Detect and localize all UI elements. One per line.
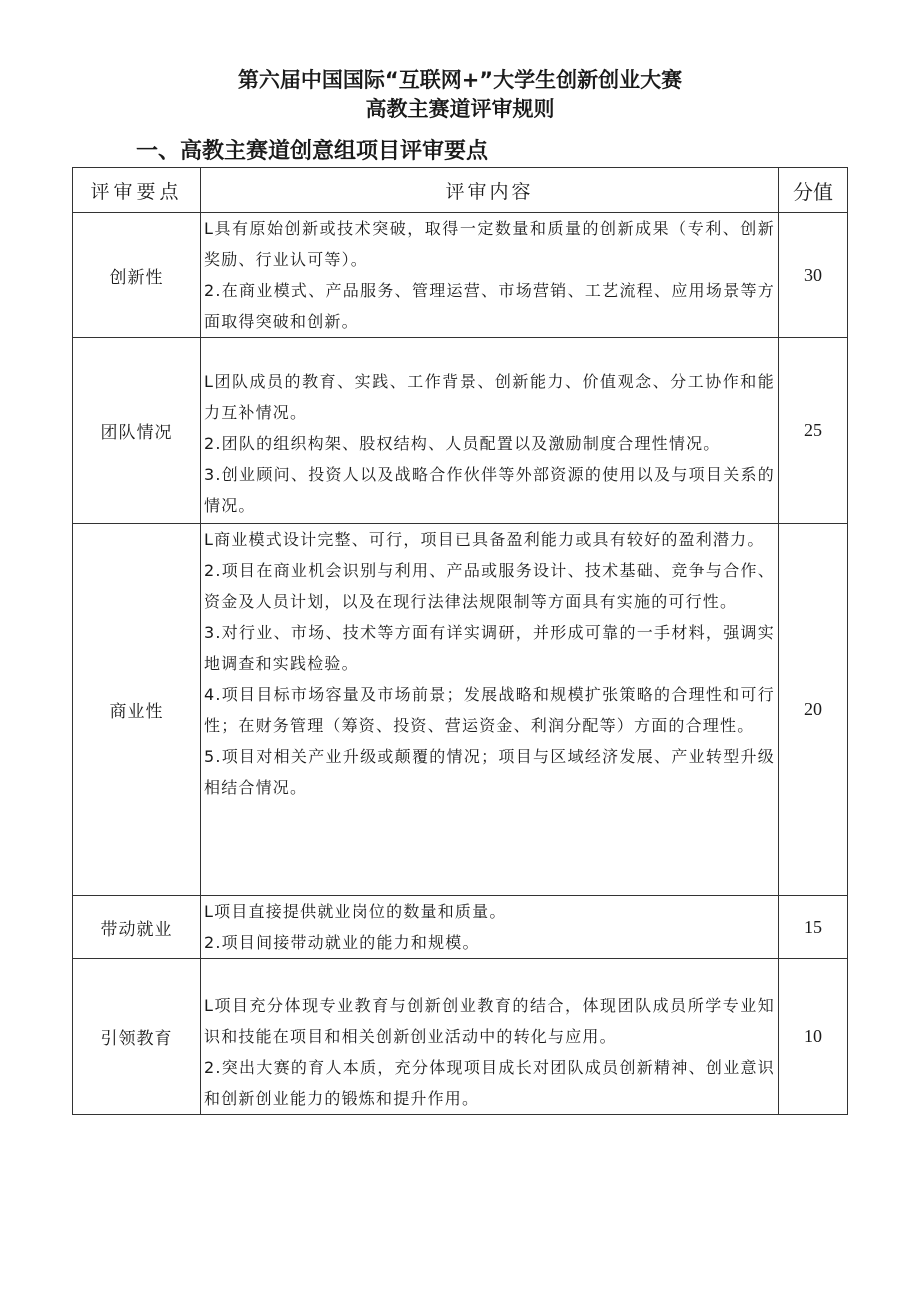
table-row (73, 338, 848, 524)
document-title-line-1: 第六届中国国际“互联网+”大学生创新创业大赛 (237, 68, 683, 92)
section-heading: 一、高教主赛道创意组项目评审要点 (136, 139, 489, 164)
content-item: L具有原始创新或技术突破，取得一定数量和质量的创新成果（专利、创新奖励、行业认可等）。 (204, 219, 775, 269)
row-score: 15 (779, 896, 848, 959)
content-item: 2.在商业模式、产品服务、管理运营、市场营销、工艺流程、应用场景等方面取得突破和创新。 (204, 281, 775, 331)
table-row (73, 896, 848, 959)
row-key: 创新性 (73, 213, 201, 338)
content-item: 2.项目在商业机会识别与利用、产品或服务设计、技术基础、竞争与合作、资金及人员计划，以及在现行法律法规限制等方面具有实施的可行性。 (204, 561, 775, 611)
header-score: 分值 (779, 168, 848, 213)
content-item: 5.项目对相关产业升级或颠覆的情况；项目与区域经济发展、产业转型升级相结合情况。 (204, 747, 775, 797)
evaluation-table (72, 167, 848, 1115)
table-row (73, 524, 848, 896)
table-header-row (73, 168, 848, 213)
row-content (201, 959, 779, 1115)
header-key: 评审要点 (73, 168, 201, 213)
row-score: 30 (779, 213, 848, 338)
document-title-line-2: 高教主赛道评审规则 (365, 97, 555, 121)
row-score: 20 (779, 524, 848, 896)
content-item: 2.项目间接带动就业的能力和规模。 (204, 933, 480, 952)
table-row (73, 959, 848, 1115)
row-score: 10 (779, 959, 848, 1115)
row-key: 团队情况 (73, 338, 201, 524)
header-content: 评审内容 (201, 168, 779, 213)
row-key: 引领教育 (73, 959, 201, 1115)
content-item: 2.团队的组织构架、股权结构、人员配置以及激励制度合理性情况。 (204, 434, 721, 453)
row-content (201, 896, 779, 959)
row-content (201, 338, 779, 524)
content-item: L商业模式设计完整、可行，项目已具备盈利能力或具有较好的盈利潜力。 (204, 530, 765, 549)
row-key: 商业性 (73, 524, 201, 896)
table-row (73, 213, 848, 338)
content-item: 4.项目目标市场容量及市场前景；发展战略和规模扩张策略的合理性和可行性；在财务管理（筹资、投资、营运资金、利润分配等）方面的合理性。 (204, 685, 775, 735)
content-item: L项目充分体现专业教育与创新创业教育的结合，体现团队成员所学专业知识和技能在项目和相关创新创业活动中的转化与应用。 (204, 996, 775, 1046)
row-score: 25 (779, 338, 848, 524)
row-content (201, 213, 779, 338)
content-item: L团队成员的教育、实践、工作背景、创新能力、价值观念、分工协作和能力互补情况。 (204, 372, 775, 422)
content-item: L项目直接提供就业岗位的数量和质量。 (204, 902, 507, 921)
row-content (201, 524, 779, 896)
row-key: 带动就业 (73, 896, 201, 959)
content-item: 2.突出大赛的育人本质，充分体现项目成长对团队成员创新精神、创业意识和创新创业能力的锻炼和提升作用。 (204, 1058, 775, 1108)
content-item: 3.创业顾问、投资人以及战略合作伙伴等外部资源的使用以及与项目关系的情况。 (204, 465, 775, 515)
content-item: 3.对行业、市场、技术等方面有详实调研，并形成可靠的一手材料，强调实地调查和实践检验。 (204, 623, 775, 673)
